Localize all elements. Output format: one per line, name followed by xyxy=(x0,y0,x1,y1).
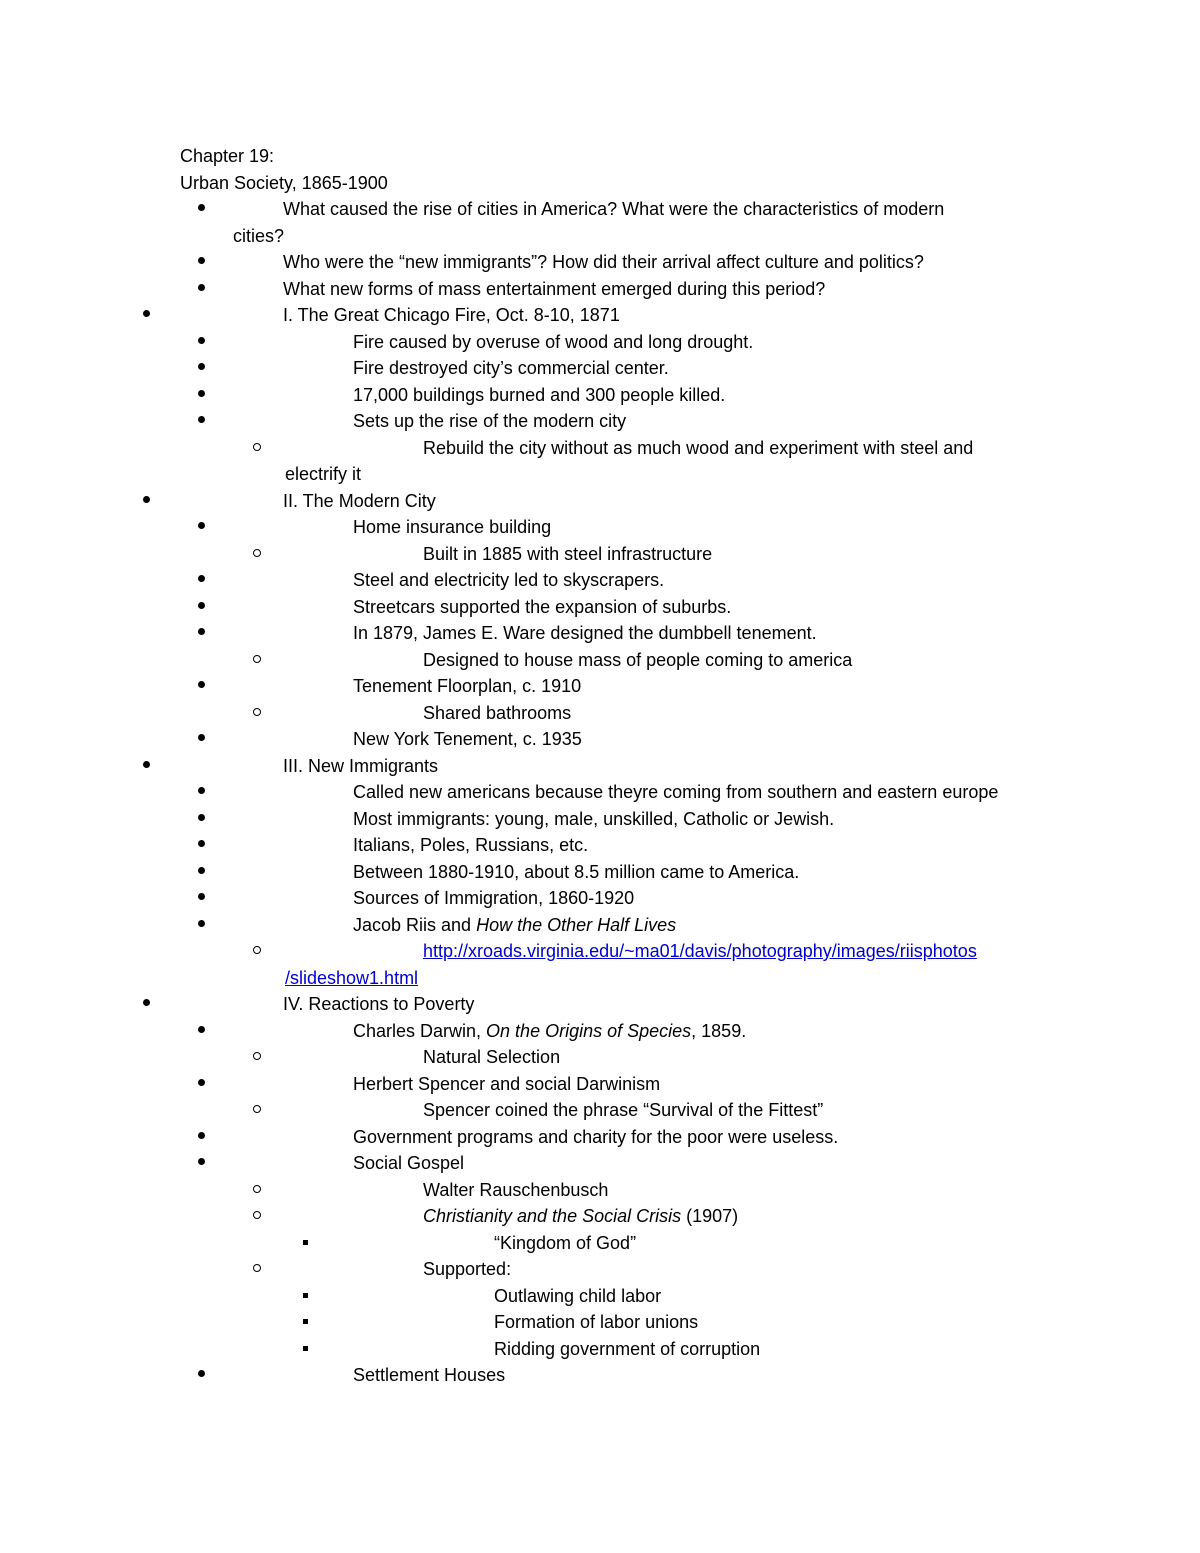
outline-item-text: Designed to house mass of people coming to america xyxy=(423,649,853,670)
outline-item xyxy=(0,1044,1200,1070)
outline-item-text: Charles Darwin, On the Origins of Species, 1859. xyxy=(353,1020,747,1041)
outline-item xyxy=(0,567,1200,593)
outline-item-text: In 1879, James E. Ware designed the dumbbell tenement. xyxy=(353,623,817,643)
bullet-circle-icon xyxy=(253,1185,261,1193)
bullet-dot-icon xyxy=(198,284,205,291)
bullet-circle-icon xyxy=(253,1052,261,1060)
outline-item xyxy=(0,1018,1200,1044)
outline-item xyxy=(0,1177,1200,1203)
wrapped-text: electrify it xyxy=(285,464,362,484)
outline-item xyxy=(0,1362,1200,1388)
outline-item xyxy=(0,1071,1200,1097)
outline-item-text: 17,000 buildings burned and 300 people killed. xyxy=(353,384,726,405)
bullet-dot-icon xyxy=(198,628,205,635)
bullet-dot-icon xyxy=(198,416,205,423)
bullet-circle-icon xyxy=(253,443,261,451)
bullet-dot-icon xyxy=(143,310,150,317)
chapter-subtitle: Urban Society, 1865-1900 xyxy=(180,173,388,193)
bullet-circle-icon xyxy=(253,1264,261,1272)
outline-item-text: Outlawing child labor xyxy=(494,1285,662,1306)
wrapped-text: cities? xyxy=(233,225,285,246)
bullet-square-icon xyxy=(303,1240,308,1245)
outline-item-text: Formation of labor unions xyxy=(494,1312,699,1332)
outline-item-continuation xyxy=(0,461,1200,487)
outline-item-text: “Kingdom of God” xyxy=(494,1232,637,1253)
outline-item-text: Home insurance building xyxy=(353,517,552,537)
reference-link-continuation[interactable]: /slideshow1.html xyxy=(285,967,419,988)
bullet-square-icon xyxy=(303,1346,308,1351)
outline-item xyxy=(0,196,1200,222)
outline-item xyxy=(0,1230,1200,1256)
outline-item xyxy=(0,329,1200,355)
bullet-dot-icon xyxy=(143,496,150,503)
outline-item-text: I. The Great Chicago Fire, Oct. 8-10, 1871 xyxy=(283,305,620,325)
bullet-dot-icon xyxy=(198,602,205,609)
bullet-dot-icon xyxy=(198,575,205,582)
outline-item xyxy=(0,435,1200,461)
outline-item-text: Built in 1885 with steel infrastructure xyxy=(423,543,713,564)
outline-item-text: Between 1880-1910, about 8.5 million came to America. xyxy=(353,861,800,882)
bullet-circle-icon xyxy=(253,946,261,954)
bullet-dot-icon xyxy=(198,840,205,847)
bullet-dot-icon xyxy=(198,893,205,900)
bullet-dot-icon xyxy=(198,920,205,927)
bullet-dot-icon xyxy=(198,681,205,688)
outline-item-text: II. The Modern City xyxy=(283,490,436,511)
outline-item-text: Italians, Poles, Russians, etc. xyxy=(353,835,589,855)
outline-item-text: Ridding government of corruption xyxy=(494,1338,761,1359)
outline-item xyxy=(0,647,1200,673)
outline-item-text: Supported: xyxy=(423,1259,512,1279)
outline-item-text: Herbert Spencer and social Darwinism xyxy=(353,1073,661,1094)
bullet-dot-icon xyxy=(198,204,205,211)
bullet-dot-icon xyxy=(198,814,205,821)
outline-item xyxy=(0,938,1200,964)
outline-item-text: New York Tenement, c. 1935 xyxy=(353,729,582,749)
bullet-square-icon xyxy=(303,1293,308,1298)
bullet-dot-icon xyxy=(198,1079,205,1086)
outline-item-text: Rebuild the city without as much wood and experiment with steel and xyxy=(423,437,974,458)
outline-item xyxy=(0,726,1200,752)
outline-item-text: Streetcars supported the expansion of suburbs. xyxy=(353,596,732,617)
outline-item xyxy=(0,276,1200,302)
outline-item xyxy=(0,859,1200,885)
outline-item xyxy=(0,673,1200,699)
bullet-dot-icon xyxy=(198,787,205,794)
bullet-dot-icon xyxy=(143,999,150,1006)
outline-item xyxy=(0,885,1200,911)
outline-item xyxy=(0,1336,1200,1362)
italic-title: On the Origins of Species xyxy=(486,1020,692,1041)
bullet-circle-icon xyxy=(253,549,261,557)
bullet-dot-icon xyxy=(198,1132,205,1139)
outline-item-text: Sources of Immigration, 1860-1920 xyxy=(353,888,635,908)
italic-title: Christianity and the Social Crisis xyxy=(423,1206,682,1226)
outline-item-continuation xyxy=(0,223,1200,249)
outline-item-text: Who were the “new immigrants”? How did their arrival affect culture and politics? xyxy=(283,252,924,272)
chapter-heading: Chapter 19: xyxy=(180,146,275,166)
bullet-circle-icon xyxy=(253,1211,261,1219)
outline-item-text: Natural Selection xyxy=(423,1047,561,1067)
outline-item xyxy=(0,779,1200,805)
outline-item xyxy=(0,620,1200,646)
bullet-circle-icon xyxy=(253,708,261,716)
outline-item xyxy=(0,514,1200,540)
outline-item-text: Steel and electricity led to skyscrapers. xyxy=(353,570,665,590)
outline-item-text: III. New Immigrants xyxy=(283,755,439,776)
outline-item-text: Called new americans because theyre coming from southern and eastern europe xyxy=(353,782,999,802)
outline-item xyxy=(0,753,1200,779)
bullet-dot-icon xyxy=(198,1370,205,1377)
outline-item-text: Social Gospel xyxy=(353,1153,465,1173)
outline-item-text: Most immigrants: young, male, unskilled, Catholic or Jewish. xyxy=(353,808,835,829)
outline-item xyxy=(0,355,1200,381)
outline-item-text: Spencer coined the phrase “Survival of the Fittest” xyxy=(423,1100,824,1120)
outline-item xyxy=(0,832,1200,858)
outline-item-text: Government programs and charity for the poor were useless. xyxy=(353,1126,839,1147)
outline-item xyxy=(0,382,1200,408)
outline-item-text[interactable] xyxy=(423,938,977,964)
bullet-dot-icon xyxy=(198,867,205,874)
outline-item xyxy=(0,806,1200,832)
outline-item-text: What new forms of mass entertainment emerged during this period? xyxy=(283,278,826,299)
reference-link[interactable]: http://xroads.virginia.edu/~ma01/davis/photography/images/riisphotos xyxy=(423,941,977,961)
outline-item xyxy=(0,912,1200,938)
outline-item-text: Settlement Houses xyxy=(353,1365,506,1385)
outline-item-text: IV. Reactions to Poverty xyxy=(283,994,475,1014)
bullet-dot-icon xyxy=(198,734,205,741)
bullet-square-icon xyxy=(303,1319,308,1324)
outline-item-text: Shared bathrooms xyxy=(423,702,572,723)
outline-item-text: Christianity and the Social Crisis (1907) xyxy=(423,1206,739,1226)
bullet-dot-icon xyxy=(198,522,205,529)
outline-item-text: What caused the rise of cities in America? What were the characteristics of modern xyxy=(283,199,945,219)
outline-item-text: Sets up the rise of the modern city xyxy=(353,411,627,431)
bullet-dot-icon xyxy=(143,761,150,768)
outline-item-text: Tenement Floorplan, c. 1910 xyxy=(353,676,582,696)
outline-item xyxy=(0,541,1200,567)
bullet-dot-icon xyxy=(198,337,205,344)
outline-item-text: Fire destroyed city’s commercial center. xyxy=(353,358,669,378)
italic-title: How the Other Half Lives xyxy=(476,914,677,935)
bullet-dot-icon xyxy=(198,1026,205,1033)
outline-item xyxy=(0,1203,1200,1229)
bullet-dot-icon xyxy=(198,390,205,397)
outline-item xyxy=(0,1097,1200,1123)
outline-item-text: Walter Rauschenbusch xyxy=(423,1179,609,1200)
outline-item xyxy=(0,488,1200,514)
bullet-dot-icon xyxy=(198,1158,205,1165)
outline-item xyxy=(0,1150,1200,1176)
outline-item xyxy=(0,302,1200,328)
outline-item-text: Fire caused by overuse of wood and long drought. xyxy=(353,331,754,352)
outline-item xyxy=(0,594,1200,620)
outline-item-continuation xyxy=(0,965,1200,991)
bullet-circle-icon xyxy=(253,1105,261,1113)
outline-item xyxy=(0,1309,1200,1335)
outline-item xyxy=(0,700,1200,726)
outline-item xyxy=(0,408,1200,434)
bullet-dot-icon xyxy=(198,363,205,370)
outline-item xyxy=(0,1124,1200,1150)
bullet-circle-icon xyxy=(253,655,261,663)
outline-item xyxy=(0,1283,1200,1309)
bullet-dot-icon xyxy=(198,257,205,264)
outline-item xyxy=(0,991,1200,1017)
outline-item-text: Jacob Riis and How the Other Half Lives xyxy=(353,914,677,935)
outline-item xyxy=(0,1256,1200,1282)
outline-item xyxy=(0,249,1200,275)
